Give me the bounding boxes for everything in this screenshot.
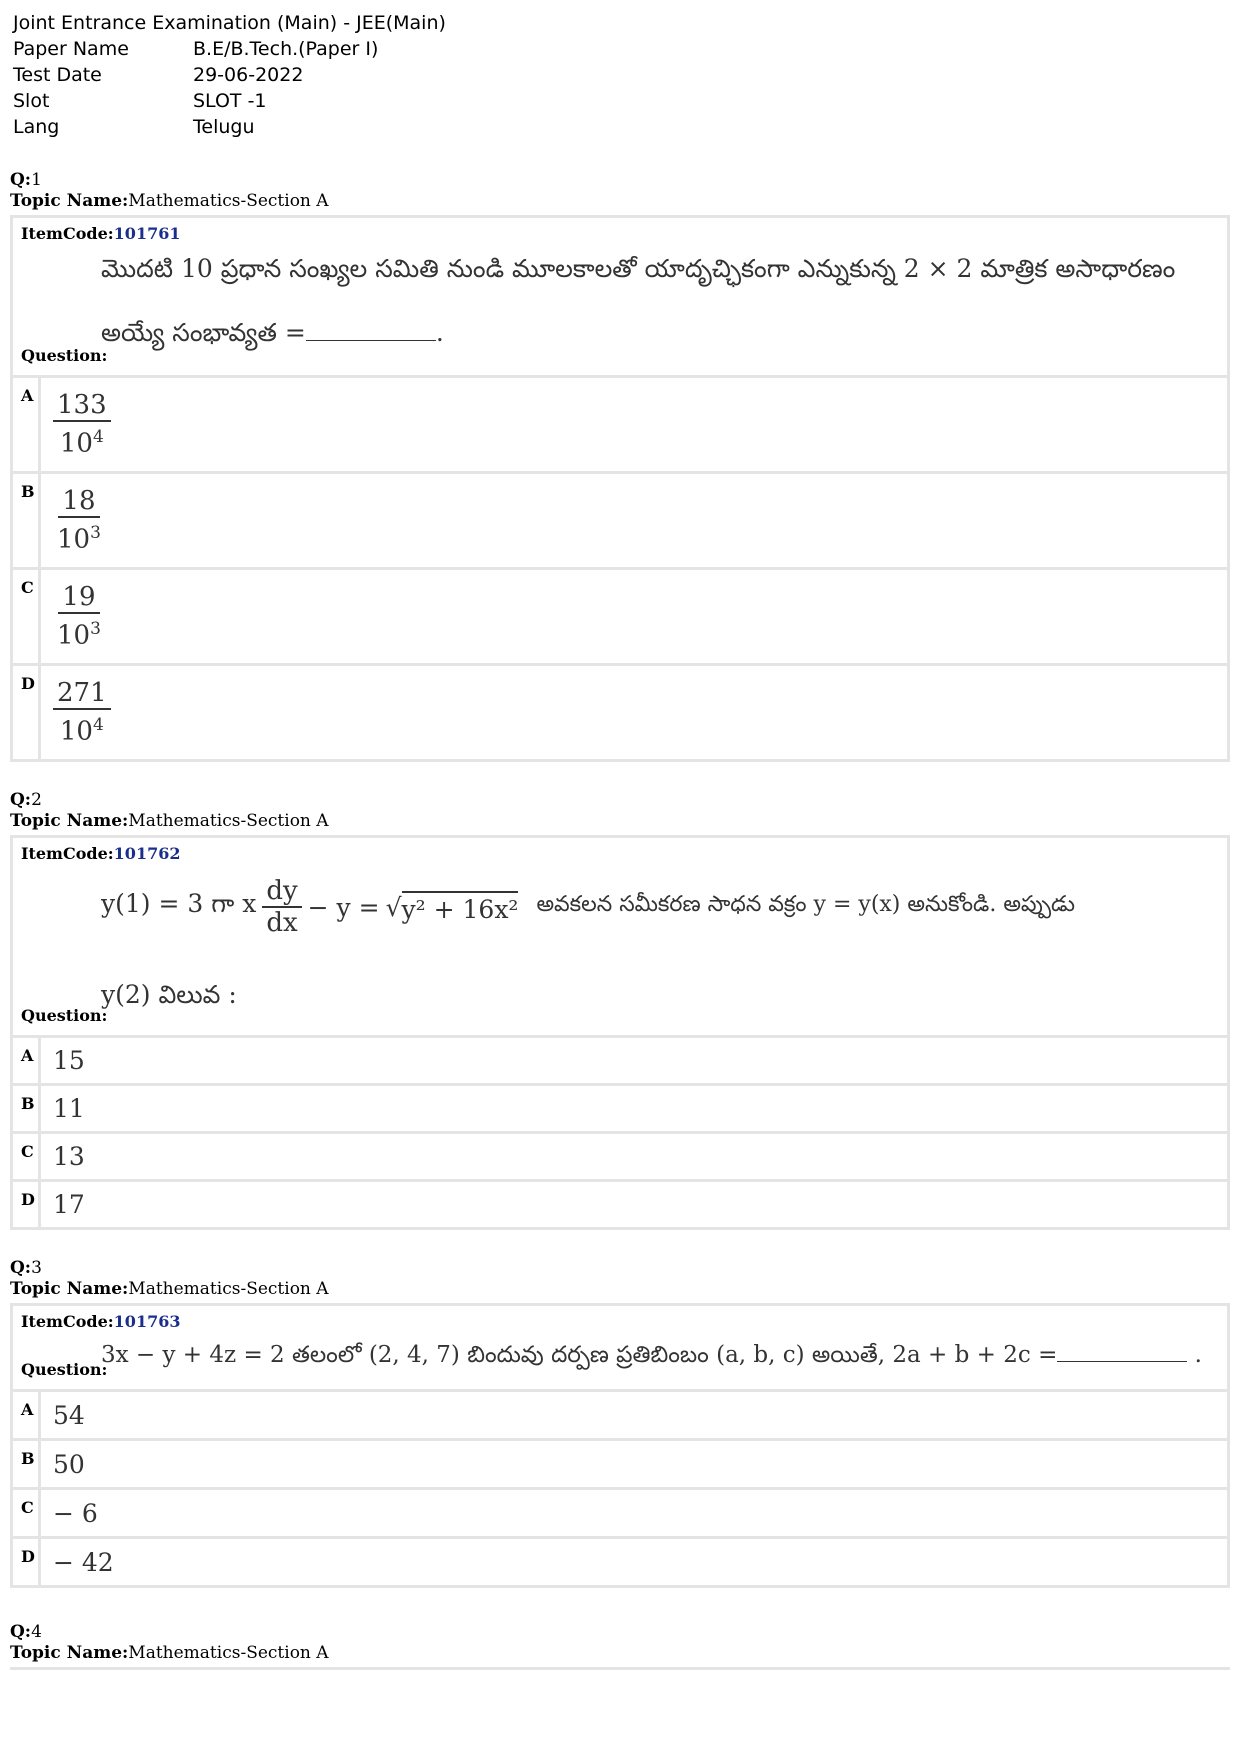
exam-title: Joint Entrance Examination (Main) - JEE(Main) [13,12,446,34]
question-1 [10,170,1230,762]
info-value: 29-06-2022 [193,64,304,86]
exam-info-table [13,36,378,140]
question-stem [13,1306,1227,1392]
option-text: 15 [53,1046,85,1075]
option-letter: B [13,1441,41,1487]
question-number [10,790,1230,811]
den-base: 10 [59,428,93,459]
topic-line [10,1279,1230,1300]
info-row [13,62,378,88]
option-body [41,474,1227,567]
den-base: 10 [57,524,91,555]
equation-start: y(1) = 3 గా x [101,889,257,918]
option-b[interactable] [13,474,1227,570]
question-label: Question: [21,1360,108,1379]
info-value: SLOT -1 [193,90,267,112]
info-key: Test Date [13,64,102,86]
option-text: − 6 [53,1498,98,1528]
info-key: Lang [13,116,60,138]
option-letter: C [13,570,41,663]
q-label: Q: [10,790,32,810]
topic-value: Mathematics-Section A [128,1279,329,1299]
option-letter: A [13,378,41,471]
option-text: 13 [53,1142,85,1171]
option-letter: A [13,1038,41,1083]
q-number-value: 1 [31,170,42,190]
option-text: 17 [53,1190,85,1219]
option-body [41,378,1227,471]
item-code-label: ItemCode: [21,1312,114,1331]
den-exp: 3 [90,523,101,544]
option-c[interactable] [13,1134,1227,1182]
question-number [10,170,1230,191]
option-body [41,666,1227,759]
option-text: 54 [53,1400,85,1430]
denominator [53,518,105,555]
info-row [13,36,378,62]
topic-line [10,1643,1230,1664]
option-letter: C [13,1490,41,1536]
numerator: 271 [53,678,111,710]
question-4 [10,1622,1230,1670]
den-base: 10 [59,716,93,747]
item-code-value: 101763 [113,1312,181,1331]
option-letter: B [13,474,41,567]
den-exp: 3 [90,619,101,640]
question-text-line-1: మొదటి 10 ప్రధాన సంఖ్యల సమితి నుండి మూలకాలతో యాదృచ్ఛికంగా ఎన్నుకున్న 2 × 2 మాత్రిక అసాధారణం [101,254,1176,283]
fraction [53,390,111,459]
question-stem [13,218,1227,378]
item-code [21,844,180,863]
info-row [13,88,378,114]
denominator [56,422,108,459]
question-text-line-1 [101,876,1217,938]
question-text-line-2: అయ్యే సంభావ్యత = . [101,318,444,347]
question-text-end: . [1194,1342,1202,1368]
option-letter: D [13,666,41,759]
answer-blank [306,340,436,341]
option-a[interactable] [13,1392,1227,1441]
option-letter: B [13,1086,41,1131]
topic-value: Mathematics-Section A [128,1643,329,1663]
question-box [10,835,1230,1230]
question-text-part: 3x − y + 4z = 2 తలంలో (2, 4, 7) బిందువు దర్పణ ప్రతిబింబం (a, b, c) అయితే, 2a + b + 2c = [101,1342,1058,1368]
denominator [56,710,108,747]
option-letter: D [13,1182,41,1227]
equation-mid: − y = [307,892,380,922]
info-value: Telugu [193,116,255,138]
item-code [21,224,180,243]
topic-value: Mathematics-Section A [128,191,329,211]
option-text: 11 [53,1094,85,1123]
denominator: dx [266,908,298,938]
info-key: Slot [13,90,50,112]
equation-text: అవకలన సమీకరణ సాధన వక్రం y = y(x) అనుకోండి. అప్పుడు [536,892,1075,917]
exam-header [13,10,446,140]
topic-line [10,191,1230,212]
question-text-part: అయ్యే సంభావ్యత = [101,318,306,347]
question-3 [10,1258,1230,1588]
den-exp: 4 [92,715,104,736]
info-value: B.E/B.Tech.(Paper I) [193,38,379,60]
topic-label: Topic Name: [10,1643,129,1663]
question-label: Question: [21,1006,108,1025]
option-letter: D [13,1539,41,1585]
item-code-label: ItemCode: [21,844,114,863]
sqrt-content: y² + 16x² [402,891,519,924]
option-letter: C [13,1134,41,1179]
q-number-value: 4 [31,1622,42,1642]
numerator: dy [262,876,301,908]
topic-label: Topic Name: [10,1279,129,1299]
option-c[interactable] [13,1490,1227,1539]
topic-line [10,811,1230,832]
fraction [53,486,105,555]
question-stem [13,838,1227,1038]
topic-label: Topic Name: [10,191,129,211]
option-body [41,570,1227,663]
info-row [13,114,378,140]
item-code-value: 101761 [113,224,181,243]
numerator: 18 [58,486,99,518]
option-text: − 42 [53,1547,114,1577]
q-number-value: 3 [31,1258,42,1278]
topic-value: Mathematics-Section A [128,811,329,831]
option-letter: A [13,1392,41,1438]
q-number-value: 2 [31,790,42,810]
den-base: 10 [57,620,91,651]
question-2 [10,790,1230,1230]
question-number [10,1258,1230,1279]
question-box [10,215,1230,762]
fraction [53,582,105,651]
item-code-label: ItemCode: [21,224,114,243]
option-d[interactable] [13,1182,1227,1227]
topic-label: Topic Name: [10,811,129,831]
q-label: Q: [10,1258,32,1278]
question-box [10,1303,1230,1588]
question-text-line-1 [101,1342,1217,1374]
option-a[interactable] [13,1038,1227,1086]
option-d[interactable] [13,1539,1227,1585]
option-b[interactable] [13,1086,1227,1134]
sqrt-symbol: √ [385,892,402,922]
q-label: Q: [10,170,32,190]
numerator: 19 [58,582,99,614]
question-text-line-2: y(2) విలువ : [101,980,237,1009]
question-label: Question: [21,346,108,365]
denominator [53,614,105,651]
derivative-fraction [262,876,301,938]
item-code-value: 101762 [113,844,181,863]
answer-blank [1057,1361,1187,1362]
option-a[interactable] [13,378,1227,474]
numerator: 133 [53,390,111,422]
option-c[interactable] [13,570,1227,666]
info-key: Paper Name [13,38,129,60]
question-number [10,1622,1230,1643]
option-text: 50 [53,1449,85,1479]
fraction [53,678,111,747]
option-d[interactable] [13,666,1227,759]
den-exp: 4 [92,427,104,448]
item-code [21,1312,180,1331]
question-box-top [10,1667,1230,1670]
option-b[interactable] [13,1441,1227,1490]
q-label: Q: [10,1622,32,1642]
